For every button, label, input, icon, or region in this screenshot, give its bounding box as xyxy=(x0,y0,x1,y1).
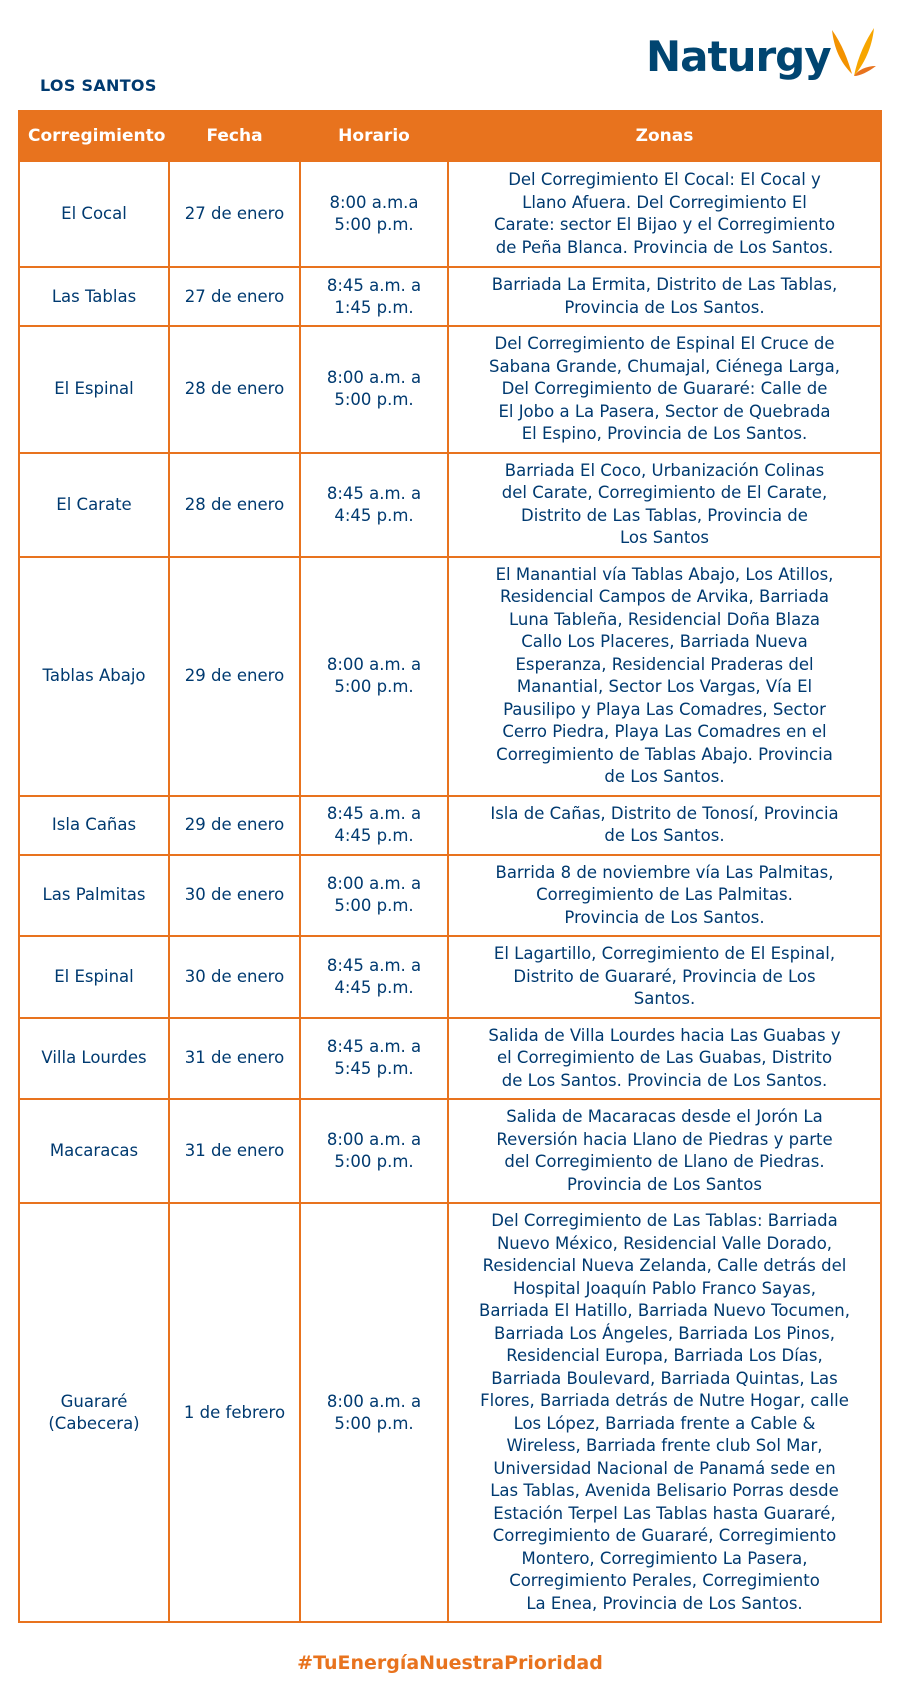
cell-text-line: Isla de Cañas, Distrito de Tonosí, Provincia xyxy=(490,803,839,823)
horario-cell xyxy=(300,161,448,267)
cell-text-line: Guararé xyxy=(60,1391,128,1411)
corregimiento-cell xyxy=(19,453,169,557)
table-row xyxy=(19,1099,881,1203)
cell-text-line: 8:45 a.m. a xyxy=(326,955,422,975)
cell-text-line: Residencial Campos de Arvika, Barriada xyxy=(500,587,829,606)
corregimiento-cell xyxy=(19,855,169,937)
zonas-cell xyxy=(448,557,881,796)
cell-text-line: Barriada El Hatillo, Barriada Nuevo Tocumen, xyxy=(479,1301,850,1320)
cell-text-line: 4:45 p.m. xyxy=(334,977,414,997)
cell-text-line: Villa Lourdes xyxy=(41,1048,147,1068)
cell-text-line: 5:00 p.m. xyxy=(334,896,414,916)
cell-text-line: 5:00 p.m. xyxy=(334,1152,414,1171)
cell-text-line: Corregimiento Perales, Corregimiento xyxy=(509,1571,820,1590)
table-row xyxy=(19,936,881,1018)
cell-text-line: 4:45 p.m. xyxy=(334,505,414,525)
column-header-zonas: Zonas xyxy=(448,111,881,161)
cell-text-line: de Los Santos. xyxy=(604,767,725,786)
zonas-cell xyxy=(448,936,881,1018)
cell-text-line: Corregimiento de Tablas Abajo. Provincia xyxy=(496,744,833,764)
cell-text-line: Los Santos xyxy=(619,528,710,547)
cell-text-line: Estación Terpel Las Tablas hasta Guararé, xyxy=(493,1503,836,1523)
cell-text-line: del Corregimiento de Llano de Piedras. xyxy=(504,1152,825,1171)
cell-text-line: El Lagartillo, Corregimiento de El Espinal, xyxy=(493,944,836,963)
cell-text-line: 4:45 p.m. xyxy=(334,826,414,845)
cell-text-line: Los López, Barriada frente a Cable & xyxy=(513,1413,816,1433)
zonas-cell xyxy=(448,796,881,855)
cell-text-line: Barrida 8 de noviembre vía Las Palmitas, xyxy=(495,862,834,882)
cell-text-line: 8:45 a.m. a xyxy=(326,1037,422,1057)
table-row xyxy=(19,1018,881,1100)
cell-text-line: de Los Santos. Provincia de Los Santos. xyxy=(501,1070,828,1090)
cell-text-line: Del Corregimiento de Las Tablas: Barriada xyxy=(491,1211,838,1230)
cell-text-line: Callo Los Placeres, Barriada Nueva xyxy=(521,632,808,651)
table-row xyxy=(19,326,881,453)
logo-wordmark: Naturgy xyxy=(646,32,831,81)
cell-text-line: Macaracas xyxy=(49,1141,139,1160)
fecha-cell: 29 de enero xyxy=(169,557,300,796)
fecha-cell: 30 de enero xyxy=(169,855,300,937)
cell-text-line: Esperanza, Residencial Praderas del xyxy=(515,654,814,674)
cell-text-line: Residencial Europa, Barriada Los Días, xyxy=(506,1346,823,1365)
cell-text-line: 8:00 a.m. a xyxy=(326,655,422,674)
cell-text-line: El Espinal xyxy=(54,379,134,399)
zonas-cell xyxy=(448,161,881,267)
corregimiento-cell xyxy=(19,796,169,855)
cell-text-line: Provincia de Los Santos. xyxy=(564,907,765,927)
cell-text-line: 5:00 p.m. xyxy=(334,677,414,696)
table-row xyxy=(19,855,881,937)
cell-text-line: Provincia de Los Santos xyxy=(567,1174,762,1194)
cell-text-line: Del Corregimiento de Guararé: Calle de xyxy=(501,379,828,398)
cell-text-line: Manantial, Sector Los Vargas, Vía El xyxy=(516,677,813,696)
zonas-cell xyxy=(448,1203,881,1622)
cell-text-line: El Cocal xyxy=(61,204,127,223)
cell-text-line: Barriada Los Ángeles, Barriada Los Pinos, xyxy=(494,1323,835,1343)
cell-text-line: 5:00 p.m. xyxy=(334,1413,414,1433)
outage-schedule-table xyxy=(18,110,882,1623)
cell-text-line: El Manantial vía Tablas Abajo, Los Atillos, xyxy=(495,564,834,584)
fecha-cell: 27 de enero xyxy=(169,267,300,326)
cell-text-line: Flores, Barriada detrás de Nutre Hogar, calle xyxy=(480,1391,849,1410)
corregimiento-cell xyxy=(19,936,169,1018)
cell-text-line: Hospital Joaquín Pablo Franco Sayas, xyxy=(513,1278,816,1298)
cell-text-line: (Cabecera) xyxy=(48,1413,140,1433)
cell-text-line: Provincia de Los Santos. xyxy=(564,297,765,317)
cell-text-line: de Los Santos. xyxy=(604,826,725,845)
horario-cell xyxy=(300,1203,448,1622)
table-row xyxy=(19,796,881,855)
cell-text-line: 8:45 a.m. a xyxy=(326,483,422,503)
cell-text-line: Nuevo México, Residencial Valle Dorado, xyxy=(496,1233,833,1253)
corregimiento-cell xyxy=(19,557,169,796)
fecha-cell: 27 de enero xyxy=(169,161,300,267)
cell-text-line: 8:00 a.m. a xyxy=(326,874,422,894)
corregimiento-cell xyxy=(19,1099,169,1203)
cell-text-line: Distrito de Guararé, Provincia de Los xyxy=(513,966,816,986)
fecha-cell: 28 de enero xyxy=(169,453,300,557)
fecha-cell: 28 de enero xyxy=(169,326,300,453)
cell-text-line: El Espino, Provincia de Los Santos. xyxy=(521,424,808,443)
cell-text-line: Universidad Nacional de Panamá sede en xyxy=(493,1458,836,1478)
cell-text-line: 8:00 a.m. a xyxy=(326,1391,422,1411)
fecha-cell: 1 de febrero xyxy=(169,1203,300,1622)
zonas-cell xyxy=(448,326,881,453)
horario-cell xyxy=(300,453,448,557)
cell-text-line: Las Palmitas xyxy=(42,885,146,905)
horario-cell xyxy=(300,1099,448,1203)
cell-text-line: 8:00 a.m. a xyxy=(326,368,422,388)
fecha-cell: 31 de enero xyxy=(169,1018,300,1100)
cell-text-line: Wireless, Barriada frente club Sol Mar, xyxy=(506,1436,823,1455)
cell-text-line: Carate: sector El Bijao y el Corregimiento xyxy=(493,215,836,234)
zonas-cell xyxy=(448,267,881,326)
corregimiento-cell xyxy=(19,161,169,267)
cell-text-line: Tablas Abajo xyxy=(42,666,146,685)
cell-text-line: El Carate xyxy=(56,494,132,514)
horario-cell xyxy=(300,796,448,855)
cell-text-line: Corregimiento de Guararé, Corregimiento xyxy=(492,1526,837,1545)
cell-text-line: Barriada Boulevard, Barriada Quintas, Las xyxy=(491,1368,838,1388)
cell-text-line: 8:45 a.m. a xyxy=(326,275,422,295)
table-row xyxy=(19,453,881,557)
cell-text-line: Llano Afuera. Del Corregimiento El xyxy=(522,192,807,212)
table-row xyxy=(19,161,881,267)
cell-text-line: Salida de Villa Lourdes hacia Las Guabas y xyxy=(488,1025,841,1045)
column-header-horario: Horario xyxy=(300,111,448,161)
cell-text-line: 5:00 p.m. xyxy=(334,390,414,410)
cell-text-line: Sabana Grande, Chumajal, Ciénega Larga, xyxy=(489,356,840,376)
horario-cell xyxy=(300,936,448,1018)
cell-text-line: El Espinal xyxy=(54,966,134,986)
cell-text-line: Distrito de Las Tablas, Provincia de xyxy=(521,505,808,525)
footer-hashtag: #TuEnergíaNuestraPrioridad xyxy=(297,1652,603,1674)
cell-text-line: Barriada La Ermita, Distrito de Las Tablas, xyxy=(491,275,838,294)
zonas-cell xyxy=(448,1018,881,1100)
naturgy-logo xyxy=(646,24,886,96)
table-row xyxy=(19,557,881,796)
horario-cell xyxy=(300,1018,448,1100)
fecha-cell: 31 de enero xyxy=(169,1099,300,1203)
fecha-cell: 30 de enero xyxy=(169,936,300,1018)
fecha-cell: 29 de enero xyxy=(169,796,300,855)
cell-text-line: 8:45 a.m. a xyxy=(326,804,422,823)
cell-text-line: el Corregimiento de Las Guabas, Distrito xyxy=(496,1048,833,1067)
corregimiento-cell xyxy=(19,1018,169,1100)
corregimiento-cell xyxy=(19,1203,169,1622)
region-title: LOS SANTOS xyxy=(40,76,157,95)
cell-text-line: Del Corregimiento El Cocal: El Cocal y xyxy=(508,170,821,189)
horario-cell xyxy=(300,267,448,326)
horario-cell xyxy=(300,326,448,453)
cell-text-line: 1:45 p.m. xyxy=(334,297,414,317)
corregimiento-cell xyxy=(19,326,169,453)
cell-text-line: Salida de Macaracas desde el Jorón La xyxy=(506,1107,823,1126)
cell-text-line: Las Tablas, Avenida Belisario Porras desde xyxy=(490,1481,839,1500)
table-row xyxy=(19,267,881,326)
zonas-cell xyxy=(448,855,881,937)
cell-text-line: de Peña Blanca. Provincia de Los Santos. xyxy=(495,237,834,257)
corregimiento-cell xyxy=(19,267,169,326)
cell-text-line: Del Corregimiento de Espinal El Cruce de xyxy=(494,334,835,353)
cell-text-line: Residencial Nueva Zelanda, Calle detrás del xyxy=(482,1256,847,1275)
cell-text-line: Barriada El Coco, Urbanización Colinas xyxy=(504,460,825,480)
cell-text-line: El Jobo a La Pasera, Sector de Quebrada xyxy=(498,401,831,421)
cell-text-line: Isla Cañas xyxy=(51,815,137,834)
cell-text-line: Santos. xyxy=(633,989,696,1008)
cell-text-line: Las Tablas xyxy=(51,286,137,306)
cell-text-line: La Enea, Provincia de Los Santos. xyxy=(526,1593,803,1613)
table-header-row xyxy=(19,111,881,161)
cell-text-line: Pausilipo y Playa Las Comadres, Sector xyxy=(503,699,826,719)
cell-text-line: 5:00 p.m. xyxy=(334,215,414,234)
zonas-cell xyxy=(448,1099,881,1203)
column-header-corregimiento: Corregimiento xyxy=(19,111,169,161)
cell-text-line: del Carate, Corregimiento de El Carate, xyxy=(501,483,828,502)
column-header-fecha: Fecha xyxy=(169,111,300,161)
page-header xyxy=(0,0,900,110)
cell-text-line: Montero, Corregimiento La Pasera, xyxy=(521,1548,808,1568)
cell-text-line: 5:45 p.m. xyxy=(334,1059,414,1079)
table-row xyxy=(19,1203,881,1622)
cell-text-line: Reversión hacia Llano de Piedras y parte xyxy=(496,1129,833,1149)
horario-cell xyxy=(300,557,448,796)
cell-text-line: Corregimiento de Las Palmitas. xyxy=(536,885,793,904)
cell-text-line: Luna Tableña, Residencial Doña Blaza xyxy=(508,609,821,629)
butterfly-logo-icon xyxy=(826,26,878,84)
cell-text-line: Cerro Piedra, Playa Las Comadres en el xyxy=(502,722,827,741)
cell-text-line: 8:00 a.m. a xyxy=(326,1130,422,1149)
horario-cell xyxy=(300,855,448,937)
zonas-cell xyxy=(448,453,881,557)
cell-text-line: 8:00 a.m.a xyxy=(329,193,419,212)
